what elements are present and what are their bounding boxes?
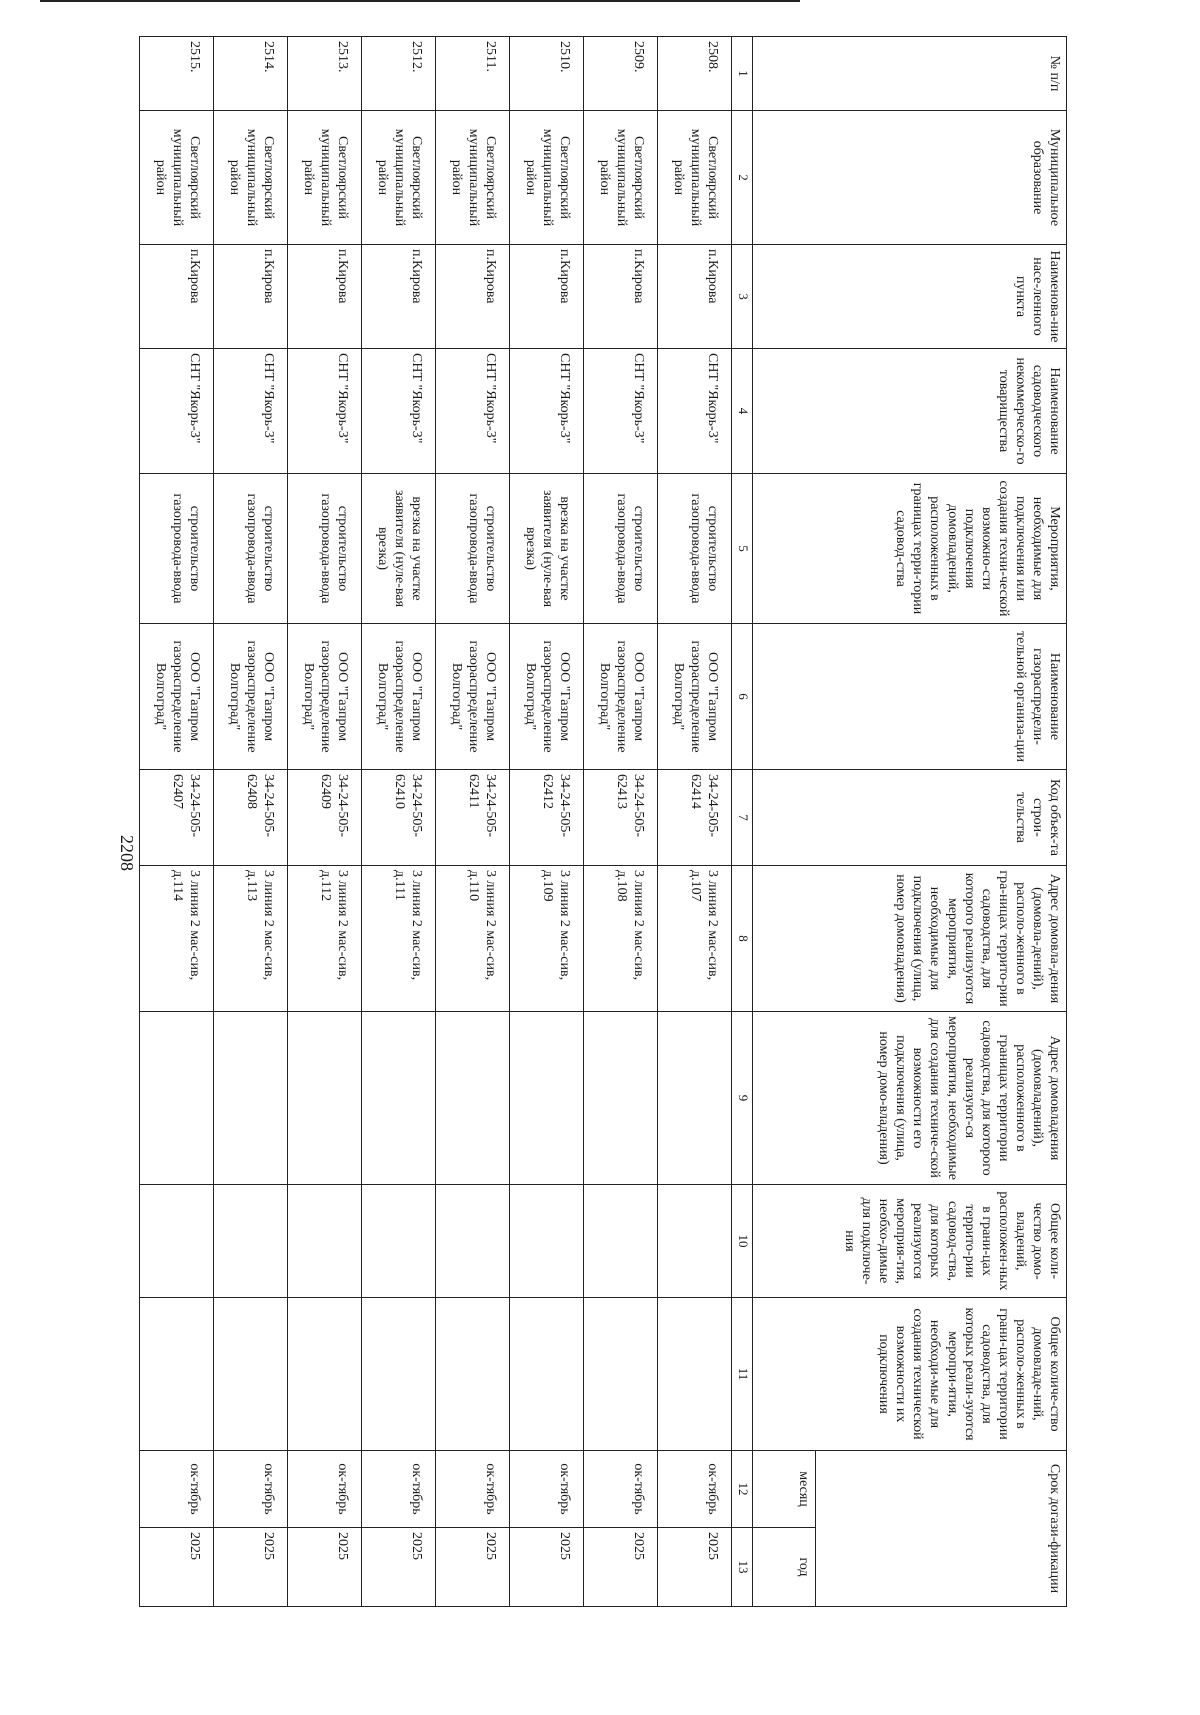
cell-address: 3 линия 2 мас-сив, д.107 (658, 866, 732, 1012)
header-settlement: Наименова-ние насе-ленного пункта (753, 245, 1067, 349)
cell-municipality: Светлоярский муниципальный район (362, 111, 436, 245)
cell-month: ок-тябрь (436, 1451, 510, 1528)
cell-gas-org: ООО "Газпром газораспределение Волгоград" (658, 624, 732, 770)
header-total-connect: Общее коли-чество домо-владений, расположен-ных в грани-цах террито-рии садовод-ства, для которых реализуются мероприя-тия, необхо-димые для подключе-ния (753, 1185, 1067, 1298)
cell-address: 3 линия 2 мас-сив, д.110 (436, 866, 510, 1012)
column-number: 3 (732, 245, 753, 349)
cell-gas-org: ООО "Газпром газораспределение Волгоград" (140, 624, 214, 770)
cell-total-tech (658, 1298, 732, 1451)
cell-settlement: п.Кирова (288, 245, 362, 349)
column-number: 1 (732, 37, 753, 111)
cell-year: 2025 (214, 1528, 288, 1607)
cell-gas-org: ООО "Газпром газораспределение Волгоград" (214, 624, 288, 770)
cell-measure: строительство газопровода-ввода (140, 474, 214, 624)
cell-partnership: СНТ "Якорь-3" (362, 349, 436, 474)
header-year: год (753, 1528, 816, 1607)
cell-no: 2509. (584, 37, 658, 111)
cell-month: ок-тябрь (584, 1451, 658, 1528)
cell-settlement: п.Кирова (436, 245, 510, 349)
rotated-table-container (152, 36, 1067, 1606)
column-number: 10 (732, 1185, 753, 1298)
cell-year: 2025 (510, 1528, 584, 1607)
cell-partnership: СНТ "Якорь-3" (288, 349, 362, 474)
cell-total-connect (214, 1185, 288, 1298)
column-number: 12 (732, 1451, 753, 1528)
header-gas-org: Наименование газораспредели-тельной организа-ции (753, 624, 1067, 770)
cell-settlement: п.Кирова (584, 245, 658, 349)
cell-total-connect (140, 1185, 214, 1298)
cell-no: 2515. (140, 37, 214, 111)
cell-gas-org: ООО "Газпром газораспределение Волгоград" (584, 624, 658, 770)
header-total-tech: Общее количе-ство домовладе-ний, располо-женных в грани-цах территории садоводства, для которых реали-зуются меропри-ятия, необходи-мые для создания технической возможности их подключения (753, 1298, 1067, 1451)
table-body (140, 37, 732, 1607)
cell-code: 34-24-505-62407 (140, 770, 214, 866)
table-row (510, 37, 584, 1607)
cell-total-tech (362, 1298, 436, 1451)
cell-no: 2508. (658, 37, 732, 111)
cell-total-connect (584, 1185, 658, 1298)
header-municipality: Муниципальное образование (753, 111, 1067, 245)
cell-measure: врезка на участке заявителя (нуле-вая врезка) (362, 474, 436, 624)
column-number: 9 (732, 1012, 753, 1185)
cell-measure: строительство газопровода-ввода (658, 474, 732, 624)
cell-month: ок-тябрь (140, 1451, 214, 1528)
cell-address: 3 линия 2 мас-сив, д.109 (510, 866, 584, 1012)
cell-month: ок-тябрь (214, 1451, 288, 1528)
column-number: 2 (732, 111, 753, 245)
column-number: 8 (732, 866, 753, 1012)
cell-total-tech (436, 1298, 510, 1451)
cell-gas-org: ООО "Газпром газораспределение Волгоград" (510, 624, 584, 770)
column-number: 11 (732, 1298, 753, 1451)
cell-address-tech (584, 1012, 658, 1185)
table-row (584, 37, 658, 1607)
cell-gas-org: ООО "Газпром газораспределение Волгоград" (288, 624, 362, 770)
header-deadline: Срок догази-фикации (816, 1451, 1067, 1607)
cell-year: 2025 (658, 1528, 732, 1607)
cell-total-connect (362, 1185, 436, 1298)
cell-gas-org: ООО "Газпром газораспределение Волгоград" (362, 624, 436, 770)
cell-year: 2025 (436, 1528, 510, 1607)
cell-municipality: Светлоярский муниципальный район (658, 111, 732, 245)
cell-partnership: СНТ "Якорь-3" (510, 349, 584, 474)
cell-partnership: СНТ "Якорь-3" (214, 349, 288, 474)
cell-code: 34-24-505-62409 (288, 770, 362, 866)
cell-measure: врезка на участке заявителя (нуле-вая врезка) (510, 474, 584, 624)
cell-year: 2025 (288, 1528, 362, 1607)
cell-measure: строительство газопровода-ввода (584, 474, 658, 624)
cell-settlement: п.Кирова (658, 245, 732, 349)
cell-municipality: Светлоярский муниципальный район (436, 111, 510, 245)
cell-year: 2025 (140, 1528, 214, 1607)
cell-no: 2513. (288, 37, 362, 111)
cell-municipality: Светлоярский муниципальный район (510, 111, 584, 245)
cell-measure: строительство газопровода-ввода (214, 474, 288, 624)
column-number: 5 (732, 474, 753, 624)
cell-total-connect (288, 1185, 362, 1298)
cell-address-tech (510, 1012, 584, 1185)
top-border-line (40, 0, 800, 2)
header-address-tech: Адрес домовладения (домовладений), расположенного в границах территории садоводства, для которого реализуют-ся мероприятия, необходимые для создания техниче-ской возможности его подключения (улица, номер домо-владения) (753, 1012, 1067, 1185)
cell-total-tech (214, 1298, 288, 1451)
cell-total-connect (658, 1185, 732, 1298)
cell-address: 3 линия 2 мас-сив, д.113 (214, 866, 288, 1012)
cell-total-tech (140, 1298, 214, 1451)
table-row (362, 37, 436, 1607)
table-row (436, 37, 510, 1607)
cell-total-connect (510, 1185, 584, 1298)
cell-partnership: СНТ "Якорь-3" (140, 349, 214, 474)
header-no: № п/п (753, 37, 1067, 111)
cell-address-tech (140, 1012, 214, 1185)
cell-year: 2025 (584, 1528, 658, 1607)
cell-address-tech (436, 1012, 510, 1185)
cell-address: 3 линия 2 мас-сив, д.108 (584, 866, 658, 1012)
cell-no: 2512. (362, 37, 436, 111)
cell-settlement: п.Кирова (362, 245, 436, 349)
header-month: месяц (753, 1451, 816, 1528)
column-number: 4 (732, 349, 753, 474)
table-row (214, 37, 288, 1607)
table-row (140, 37, 214, 1607)
table-row (288, 37, 362, 1607)
cell-code: 34-24-505-62412 (510, 770, 584, 866)
cell-settlement: п.Кирова (510, 245, 584, 349)
cell-partnership: СНТ "Якорь-3" (584, 349, 658, 474)
cell-code: 34-24-505-62411 (436, 770, 510, 866)
cell-address-tech (214, 1012, 288, 1185)
column-number: 13 (732, 1528, 753, 1607)
cell-address: 3 линия 2 мас-сив, д.111 (362, 866, 436, 1012)
header-address-households: Адрес домовла-дения (домовла-дений), располо-женного в гра-ницах террито-рии садоводства, для которого реализуются мероприятия, необходимые для подключения (улица, номер домовладения) (753, 866, 1067, 1012)
gasification-table (139, 36, 1067, 1607)
cell-partnership: СНТ "Якорь-3" (436, 349, 510, 474)
cell-code: 34-24-505-62413 (584, 770, 658, 866)
cell-gas-org: ООО "Газпром газораспределение Волгоград" (436, 624, 510, 770)
header-measures: Мероприятия, необходимые для подключения или создания техни-ческой возможно-сти подключения домовладений, расположенных в границах терри-тории садовод-ства (753, 474, 1067, 624)
header-object-code: Код объек-та строи-тельства (753, 770, 1067, 866)
cell-no: 2510. (510, 37, 584, 111)
column-number: 7 (732, 770, 753, 866)
cell-month: ок-тябрь (362, 1451, 436, 1528)
cell-address-tech (362, 1012, 436, 1185)
cell-municipality: Светлоярский муниципальный район (288, 111, 362, 245)
cell-partnership: СНТ "Якорь-3" (658, 349, 732, 474)
cell-settlement: п.Кирова (140, 245, 214, 349)
cell-address: 3 линия 2 мас-сив, д.114 (140, 866, 214, 1012)
cell-month: ок-тябрь (658, 1451, 732, 1528)
column-number: 6 (732, 624, 753, 770)
cell-total-connect (436, 1185, 510, 1298)
cell-address: 3 линия 2 мас-сив, д.112 (288, 866, 362, 1012)
cell-measure: строительство газопровода-ввода (436, 474, 510, 624)
cell-code: 34-24-505-62408 (214, 770, 288, 866)
column-number-row (732, 37, 753, 1607)
cell-municipality: Светлоярский муниципальный район (584, 111, 658, 245)
cell-year: 2025 (362, 1528, 436, 1607)
page-number: 2208 (117, 835, 137, 871)
cell-code: 34-24-505-62410 (362, 770, 436, 866)
cell-month: ок-тябрь (510, 1451, 584, 1528)
cell-total-tech (510, 1298, 584, 1451)
cell-no: 2511. (436, 37, 510, 111)
header-partnership: Наименование садоводческого некоммерческо-го товарищества (753, 349, 1067, 474)
table-row (658, 37, 732, 1607)
cell-municipality: Светлоярский муниципальный район (140, 111, 214, 245)
cell-total-tech (584, 1298, 658, 1451)
cell-code: 34-24-505-62414 (658, 770, 732, 866)
cell-measure: строительство газопровода-ввода (288, 474, 362, 624)
cell-month: ок-тябрь (288, 1451, 362, 1528)
cell-address-tech (658, 1012, 732, 1185)
cell-no: 2514. (214, 37, 288, 111)
table-header (732, 37, 1067, 1607)
cell-settlement: п.Кирова (214, 245, 288, 349)
cell-address-tech (288, 1012, 362, 1185)
cell-municipality: Светлоярский муниципальный район (214, 111, 288, 245)
cell-total-tech (288, 1298, 362, 1451)
